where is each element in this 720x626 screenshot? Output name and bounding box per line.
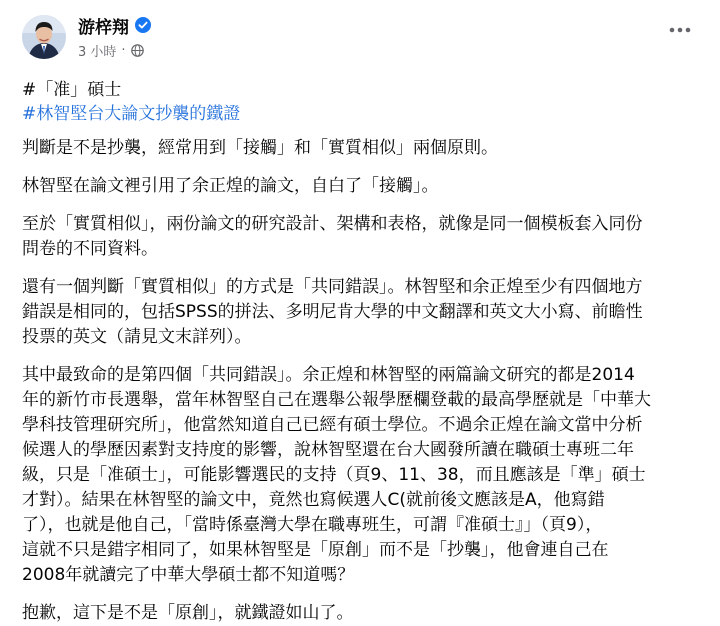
paragraph-gap <box>22 350 698 363</box>
paragraph-line: 了），也就是他自己，「當時係臺灣大學在職專班生，可謂『准碩士』」（頁9）， <box>22 515 603 535</box>
paragraph-line: 2008年就讀完了中華大學碩士都不知道嗎？ <box>22 565 355 585</box>
paragraph-line: 才對）。結果在林智堅的論文中，竟然也寫候選人C(就前後文應該是A，他寫錯 <box>22 490 605 510</box>
hashtag-link[interactable]: #林智堅台大論文抄襲的鐵證 <box>22 104 241 124</box>
paragraph-line: 級，只是「准碩士」，可能影響選民的支持（頁9、11、38，而且應該是「準」碩士 <box>22 465 646 485</box>
paragraph-line: 還有一個判斷「實質相似」的方式是「共同錯誤」。林智堅和余正煌至少有四個地方 <box>22 277 643 297</box>
paragraph-gap <box>22 262 698 275</box>
post-paragraph <box>22 275 698 350</box>
paragraph-gap <box>22 161 698 174</box>
paragraph-line: 判斷是不是抄襲，經常用到「接觸」和「實質相似」兩個原則。 <box>22 138 498 158</box>
post-timestamp[interactable]: 3 小時 <box>78 44 117 60</box>
author-name[interactable]: 游梓翔 <box>78 17 129 38</box>
paragraph-line: 學科技管理研究所」，他當然知道自己已經有碩士學位。不過余正煌在論文當中分析 <box>22 415 643 435</box>
post-body <box>22 78 698 626</box>
paragraph-line: 錯誤是相同的，包括SPSS的拼法、多明尼肯大學的中文翻譯和英文大小寫、前瞻性 <box>22 302 643 322</box>
paragraph-line: 候選人的學歷因素對支持度的影響，說林智堅還在台大國發所讀在職碩士專班二年 <box>22 440 634 460</box>
author-row <box>78 12 151 38</box>
post-paragraph <box>22 601 698 626</box>
verified-badge-icon <box>135 17 151 33</box>
paragraph-gap <box>22 588 698 601</box>
author-block <box>78 12 151 60</box>
meta-separator: · <box>121 42 126 58</box>
avatar[interactable] <box>22 15 66 59</box>
paragraph-line: 這就不只是錯字相同了，如果林智堅是「原創」而不是「抄襲」，他會連自己在 <box>22 540 609 560</box>
post-paragraph <box>22 174 698 199</box>
paragraph-line: 問卷的不同資料。 <box>22 239 158 259</box>
post-paragraph <box>22 363 698 588</box>
paragraph-line: 其中最致命的是第四個「共同錯誤」。余正煌和林智堅的兩篇論文研究的都是2014 <box>22 365 635 385</box>
paragraph-line: 抱歉，這下是不是「原創」，就鐵證如山了。 <box>22 603 354 623</box>
post-paragraphs <box>22 136 698 626</box>
hashtag-line-1: #「准」碩士 <box>22 80 122 100</box>
more-options-button[interactable] <box>662 18 698 42</box>
post-paragraph <box>22 212 698 262</box>
paragraph-line: 投票的英文（請見文末詳列）。 <box>22 327 252 347</box>
post-paragraph <box>22 136 698 161</box>
paragraph-line: 年的新竹市長選舉，當年林智堅自己在選舉公報學歷欄登載的最高學歷就是「中華大 <box>22 390 651 410</box>
paragraph-gap <box>22 199 698 212</box>
avatar-photo <box>22 15 66 59</box>
post-header <box>22 12 698 70</box>
more-horizontal-icon <box>669 27 691 33</box>
post-meta <box>78 40 151 60</box>
paragraph-line: 林智堅在論文裡引用了余正煌的論文，自白了「接觸」。 <box>22 176 439 196</box>
paragraph-line: 至於「實質相似」，兩份論文的研究設計、架構和表格，就像是同一個模板套入同份 <box>22 214 643 234</box>
globe-icon[interactable] <box>131 44 144 57</box>
